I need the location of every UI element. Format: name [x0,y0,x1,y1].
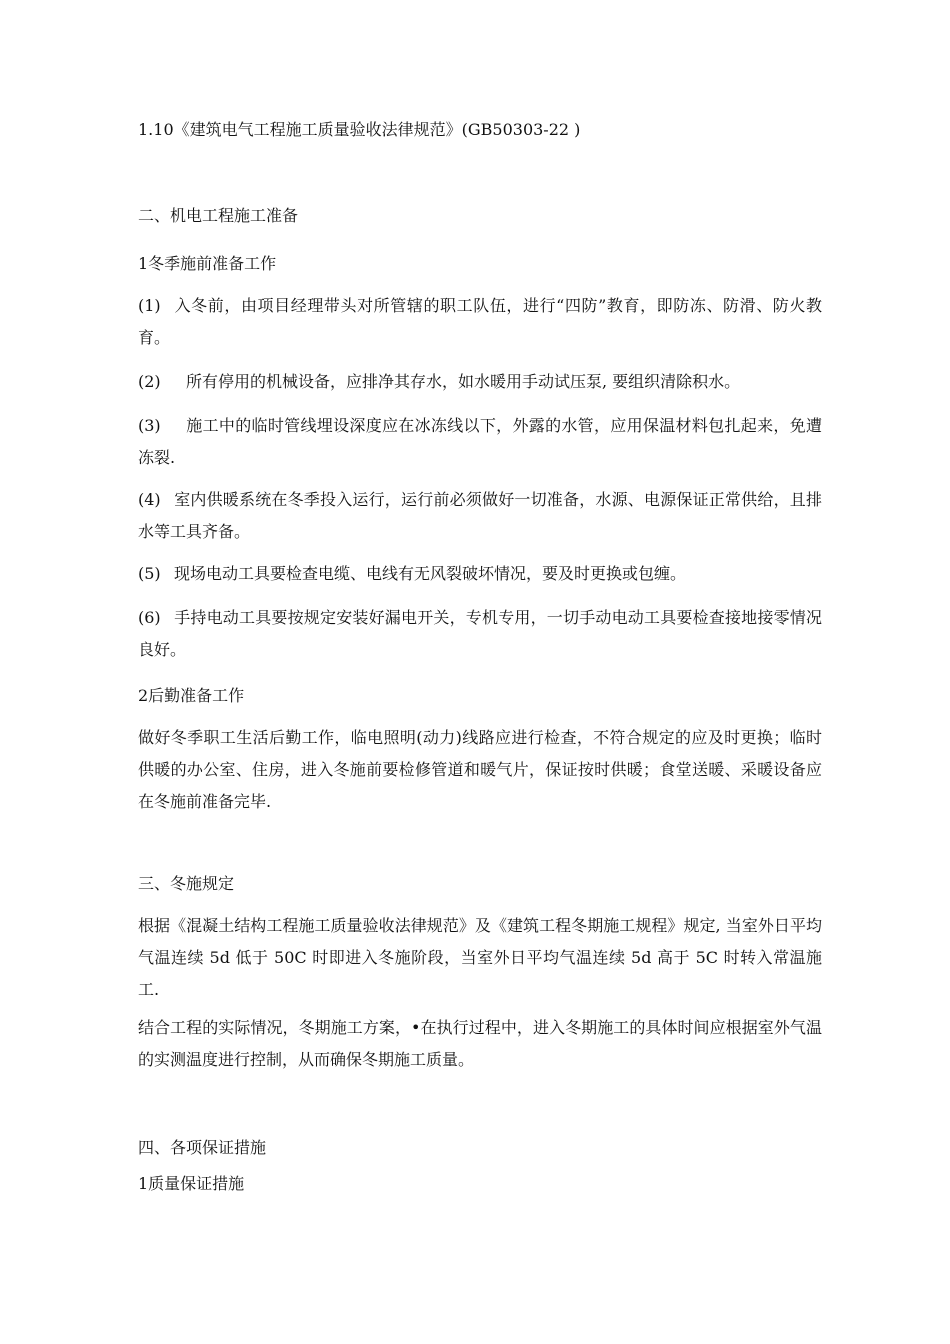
logistics-paragraph: 做好冬季职工生活后勤工作，临电照明(动力)线路应进行检查，不符合规定的应及时更换；临时供暖的办公室、住房，进入冬施前要检修管道和暖气片，保证按时供暖；食堂送暖、采暖设备应在冬施前准备完毕. [138,728,822,811]
winter-plan-paragraph: 结合工程的实际情况，冬期施工方案，•在执行过程中，进入冬期施工的具体时间应根据室外气温的实测温度进行控制，从而确保冬期施工质量。 [138,1018,822,1069]
list-item-2 [138,366,822,398]
list-item-number: (5) [138,564,161,583]
list-item-number: (2) [138,372,161,391]
subheading-logistics-prep: 2后勤准备工作 [138,686,245,705]
list-item-number: (6) [138,608,161,627]
document-page [138,0,822,1344]
list-item-1 [138,290,822,354]
list-item-3 [138,410,822,474]
subheading-winter-prep: 1冬季施前准备工作 [138,254,277,273]
list-item-text: 室内供暖系统在冬季投入运行，运行前必须做好一切准备，水源、电源保证正常供给，且排水等工具齐备。 [138,490,822,541]
section-heading-3: 三、冬施规定 [138,874,235,893]
winter-rules-paragraph: 根据《混凝土结构工程施工质量验收法律规范》及《建筑工程冬期施工规程》规定, 当室外日平均气温连续 5d 低于 50C 时即进入冬施阶段，当室外日平均气温连续 5d 高于 5C 时转入常温施工. [138,916,822,999]
list-item-text: 所有停用的机械设备，应排净其存水，如水暖用手动试压泵, 要组织清除积水。 [186,372,741,391]
list-item-4 [138,484,822,548]
section-heading-4: 四、各项保证措施 [138,1138,267,1157]
list-item-text: 现场电动工具要检查电缆、电线有无风裂破坏情况，要及时更换或包缠。 [174,564,687,583]
list-item-number: (4) [138,490,161,509]
list-item-number: (1) [138,296,161,315]
list-item-text: 施工中的临时管线埋设深度应在冰冻线以下，外露的水管，应用保温材料包扎起来，免遭冻裂. [138,416,822,467]
list-item-6 [138,602,822,666]
list-item-text: 手持电动工具要按规定安装好漏电开关，专机专用，一切手动电动工具要检查接地接零情况良好。 [138,608,822,659]
list-item-5 [138,558,822,590]
list-item-text: 入冬前，由项目经理带头对所管辖的职工队伍，进行“四防”教育，即防冻、防滑、防火教育。 [138,296,822,347]
standard-reference-line: 1.10《建筑电气工程施工质量验收法律规范》(GB50303-22 ) [138,120,581,139]
section-heading-2: 二、机电工程施工准备 [138,206,299,225]
subheading-quality-measures: 1质量保证措施 [138,1174,245,1193]
list-item-number: (3) [138,416,161,435]
